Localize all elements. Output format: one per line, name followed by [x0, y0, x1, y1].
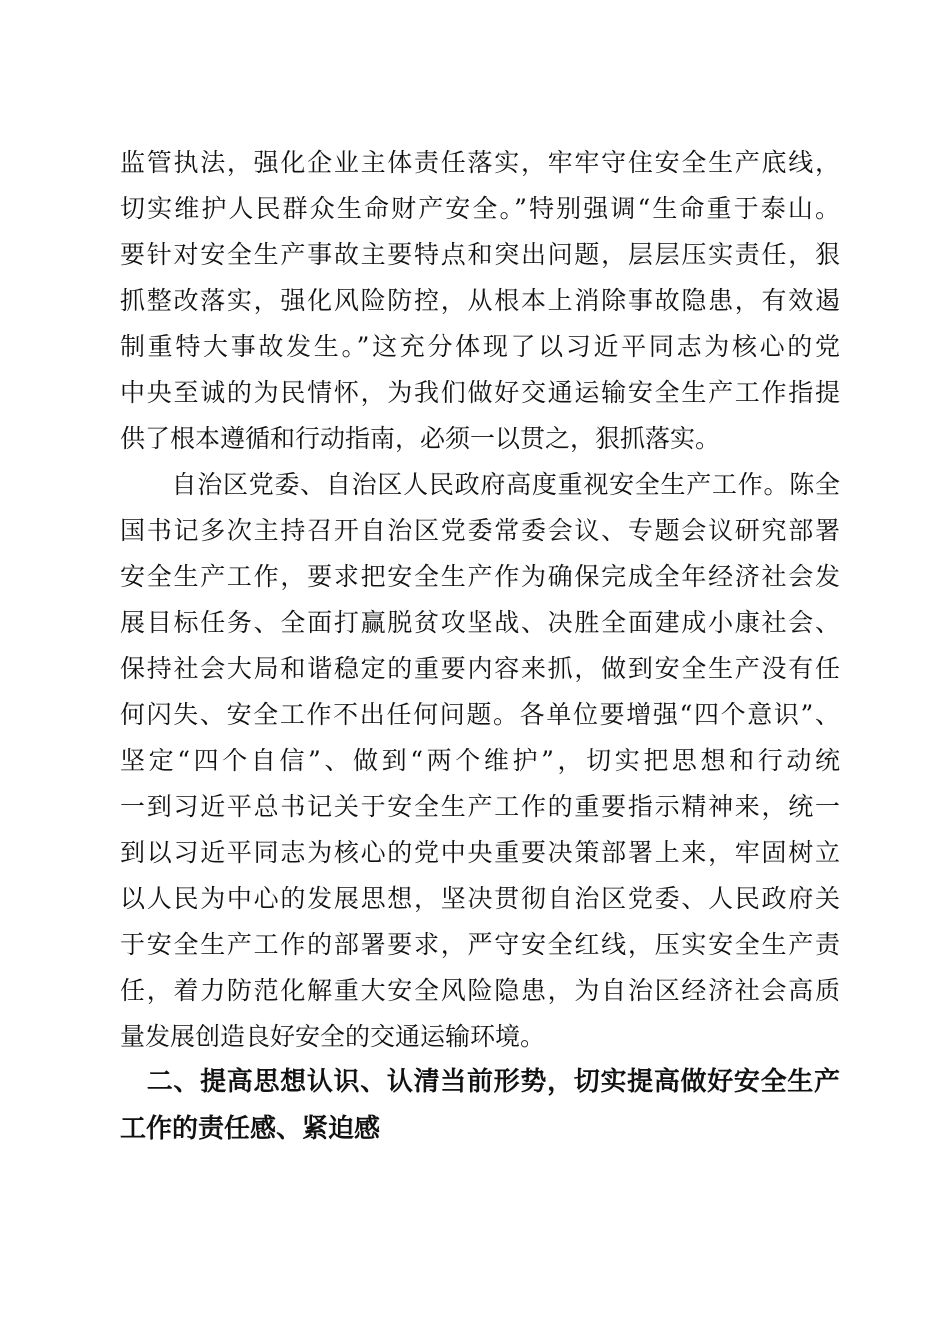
paragraph-line: 要针对安全生产事故主要特点和突出问题，层层压实责任，狠 [120, 240, 840, 269]
paragraph-line: 监管执法，强化企业主体责任落实，牢牢守住安全生产底线， [120, 148, 840, 177]
paragraph-line: 抓整改落实，强化风险防控，从根本上消除事故隐患，有效遏 [120, 286, 840, 315]
paragraph-line: 自治区党委、自治区人民政府高度重视安全生产工作。陈全 [120, 470, 840, 499]
paragraph-line: 一到习近平总书记关于安全生产工作的重要指示精神来，统一 [120, 792, 840, 821]
paragraph-line: 展目标任务、全面打赢脱贫攻坚战、决胜全面建成小康社会、 [120, 608, 840, 637]
paragraph-line: 坚定“四个自信”、做到“两个维护”，切实把思想和行动统 [120, 746, 840, 775]
section-heading-line: 工作的责任感、紧迫感 [120, 1114, 381, 1144]
paragraph-line: 切实维护人民群众生命财产安全。”特别强调“生命重于泰山。 [120, 194, 840, 223]
paragraph-line: 以人民为中心的发展思想，坚决贯彻自治区党委、人民政府关 [120, 884, 840, 913]
paragraph-line: 于安全生产工作的部署要求，严守安全红线，压实安全生产责 [120, 930, 840, 959]
paragraph-line: 保持社会大局和谐稳定的重要内容来抓，做到安全生产没有任 [120, 654, 840, 683]
paragraph-line: 制重特大事故发生。”这充分体现了以习近平同志为核心的党 [120, 332, 840, 361]
paragraph-line: 到以习近平同志为核心的党中央重要决策部署上来，牢固树立 [120, 838, 840, 867]
paragraph-line: 任，着力防范化解重大安全风险隐患，为自治区经济社会高质 [120, 976, 840, 1005]
paragraph-line: 中央至诚的为民情怀，为我们做好交通运输安全生产工作指提 [120, 378, 840, 407]
paragraph-line: 安全生产工作，要求把安全生产作为确保完成全年经济社会发 [120, 562, 840, 591]
paragraph-line: 量发展创造良好安全的交通运输环境。 [120, 1022, 546, 1051]
paragraph-line: 何闪失、安全工作不出任何问题。各单位要增强“四个意识”、 [120, 700, 840, 729]
paragraph-line: 供了根本遵循和行动指南，必须一以贯之，狠抓落实。 [120, 424, 721, 453]
section-heading-line: 二、提高思想认识、认清当前形势，切实提高做好安全生产 [120, 1067, 840, 1097]
paragraph-line: 国书记多次主持召开自治区党委常委会议、专题会议研究部署 [120, 516, 840, 545]
